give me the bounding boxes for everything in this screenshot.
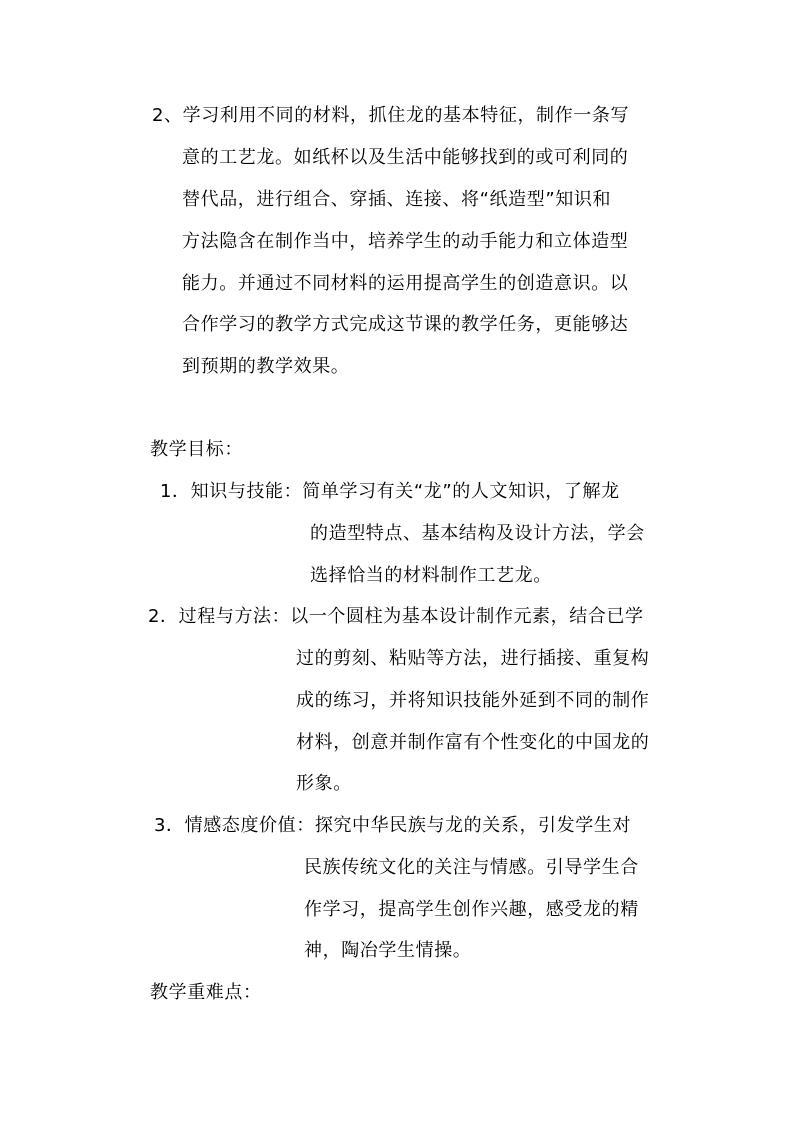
paragraph-line: 替代品，进行组合、穿插、连接、将“纸造型”知识和	[182, 189, 612, 210]
goal-line: 2．过程与方法：以一个圆柱为基本设计制作元素，结合已学	[148, 606, 644, 627]
goal-line: 材料，创意并制作富有个性变化的中国龙的	[296, 732, 650, 753]
goal-line: 成的练习，并将知识技能外延到不同的制作	[296, 690, 650, 711]
goal-line: 形象。	[296, 773, 352, 794]
paragraph-line: 方法隐含在制作当中，培养学生的动手能力和立体造型	[182, 231, 629, 252]
goal-line: 选择恰当的材料制作工艺龙。	[310, 565, 552, 586]
goal-line: 3．情感态度价值：探究中华民族与龙的关系，引发学生对	[154, 815, 632, 836]
goal-line: 过的剪刻、粘贴等方法，进行插接、重复构	[296, 648, 650, 669]
goal-line: 神，陶冶学生情操。	[304, 940, 472, 961]
paragraph-line: 合作学习的教学方式完成这节课的教学任务，更能够达	[182, 314, 629, 335]
paragraph-line: 能力。并通过不同材料的运用提高学生的创造意识。以	[182, 273, 629, 294]
goal-line: 1．知识与技能：简单学习有关“龙”的人文知识，了解龙	[160, 481, 620, 502]
goal-line: 的造型特点、基本结构及设计方法，学会	[310, 523, 645, 544]
paragraph-line: 2、学习利用不同的材料，抓住龙的基本特征，制作一条写	[152, 105, 630, 126]
teaching-difficulties-heading: 教学重难点：	[150, 982, 262, 1003]
teaching-goals-heading: 教学目标：	[150, 439, 243, 460]
goal-line: 作学习，提高学生创作兴趣，感受龙的精	[304, 899, 639, 920]
paragraph-line: 意的工艺龙。如纸杯以及生活中能够找到的或可利同的	[182, 147, 629, 168]
paragraph-line: 到预期的教学效果。	[182, 356, 350, 377]
goal-line: 民族传统文化的关注与情感。引导学生合	[304, 857, 639, 878]
